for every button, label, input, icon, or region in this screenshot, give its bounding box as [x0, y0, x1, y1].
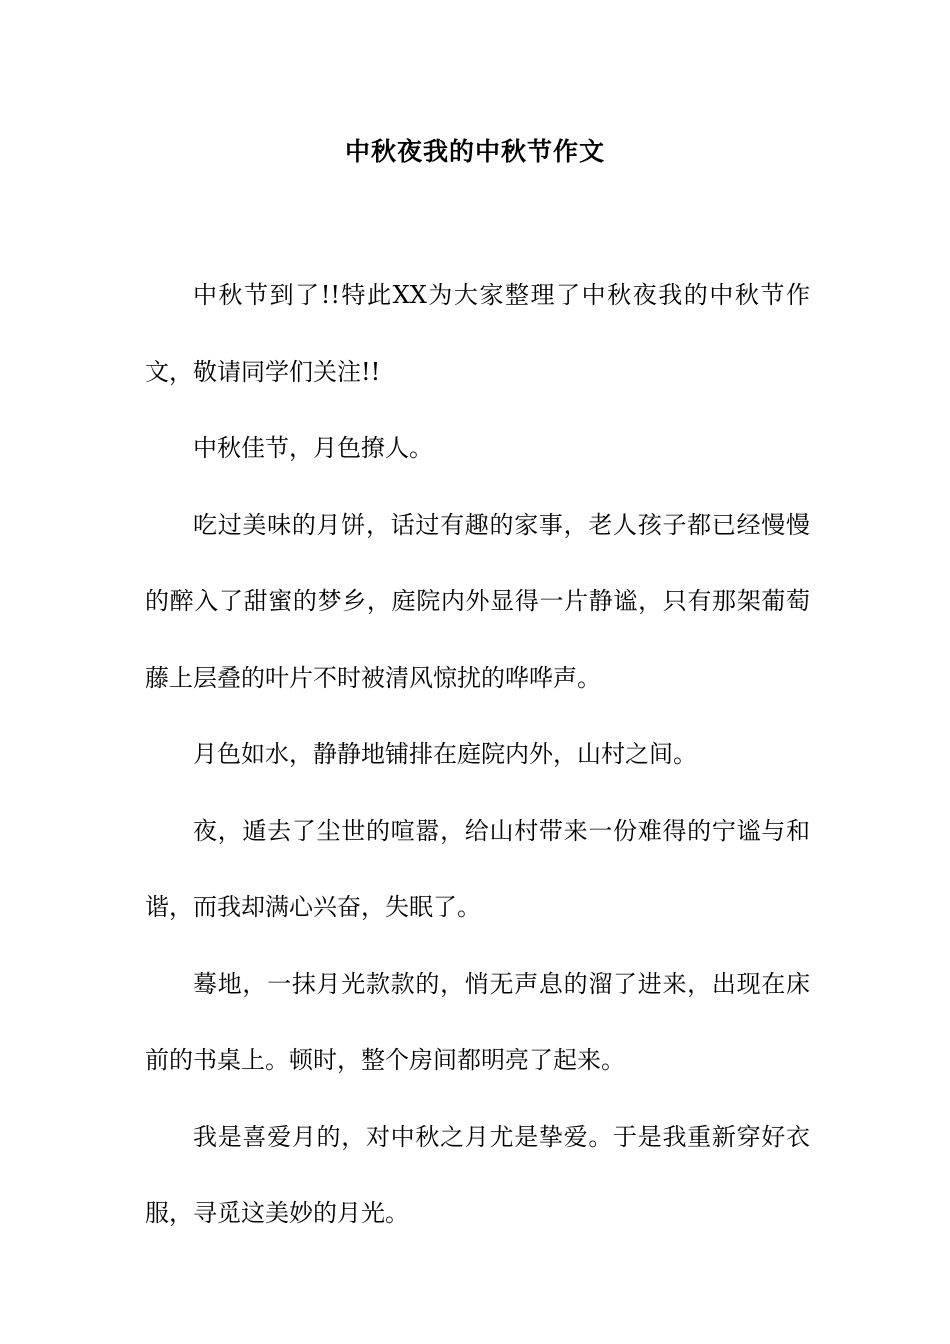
document-title: 中秋夜我的中秋节作文 [344, 137, 605, 166]
paragraph: 夜，遁去了尘世的喧嚣，给山村带来一份难得的宁谧与和谐，而我却满心兴奋，失眠了。 [145, 816, 810, 921]
paragraph: 吃过美味的月饼，话过有趣的家事，老人孩子都已经慢慢的醉入了甜蜜的梦乡，庭院内外显得一片静谧，只有那架葡萄藤上层叠的叶片不时被清风惊扰的哗哗声。 [145, 510, 810, 692]
paragraph: 月色如水，静静地铺排在庭院内外，山村之间。 [193, 740, 697, 768]
paragraph: 中秋节到了!!特此XX为大家整理了中秋夜我的中秋节作文，敬请同学们关注!! [145, 281, 810, 386]
document-body [145, 257, 810, 1252]
paragraph: 我是喜爱月的，对中秋之月尤是挚爱。于是我重新穿好衣服，寻觅这美妙的月光。 [145, 1122, 810, 1227]
paragraph: 中秋佳节，月色撩人。 [193, 434, 433, 462]
paragraph: 蓦地，一抹月光款款的，悄无声息的溜了进来，出现在床前的书桌上。顿时，整个房间都明亮了起来。 [145, 969, 810, 1074]
